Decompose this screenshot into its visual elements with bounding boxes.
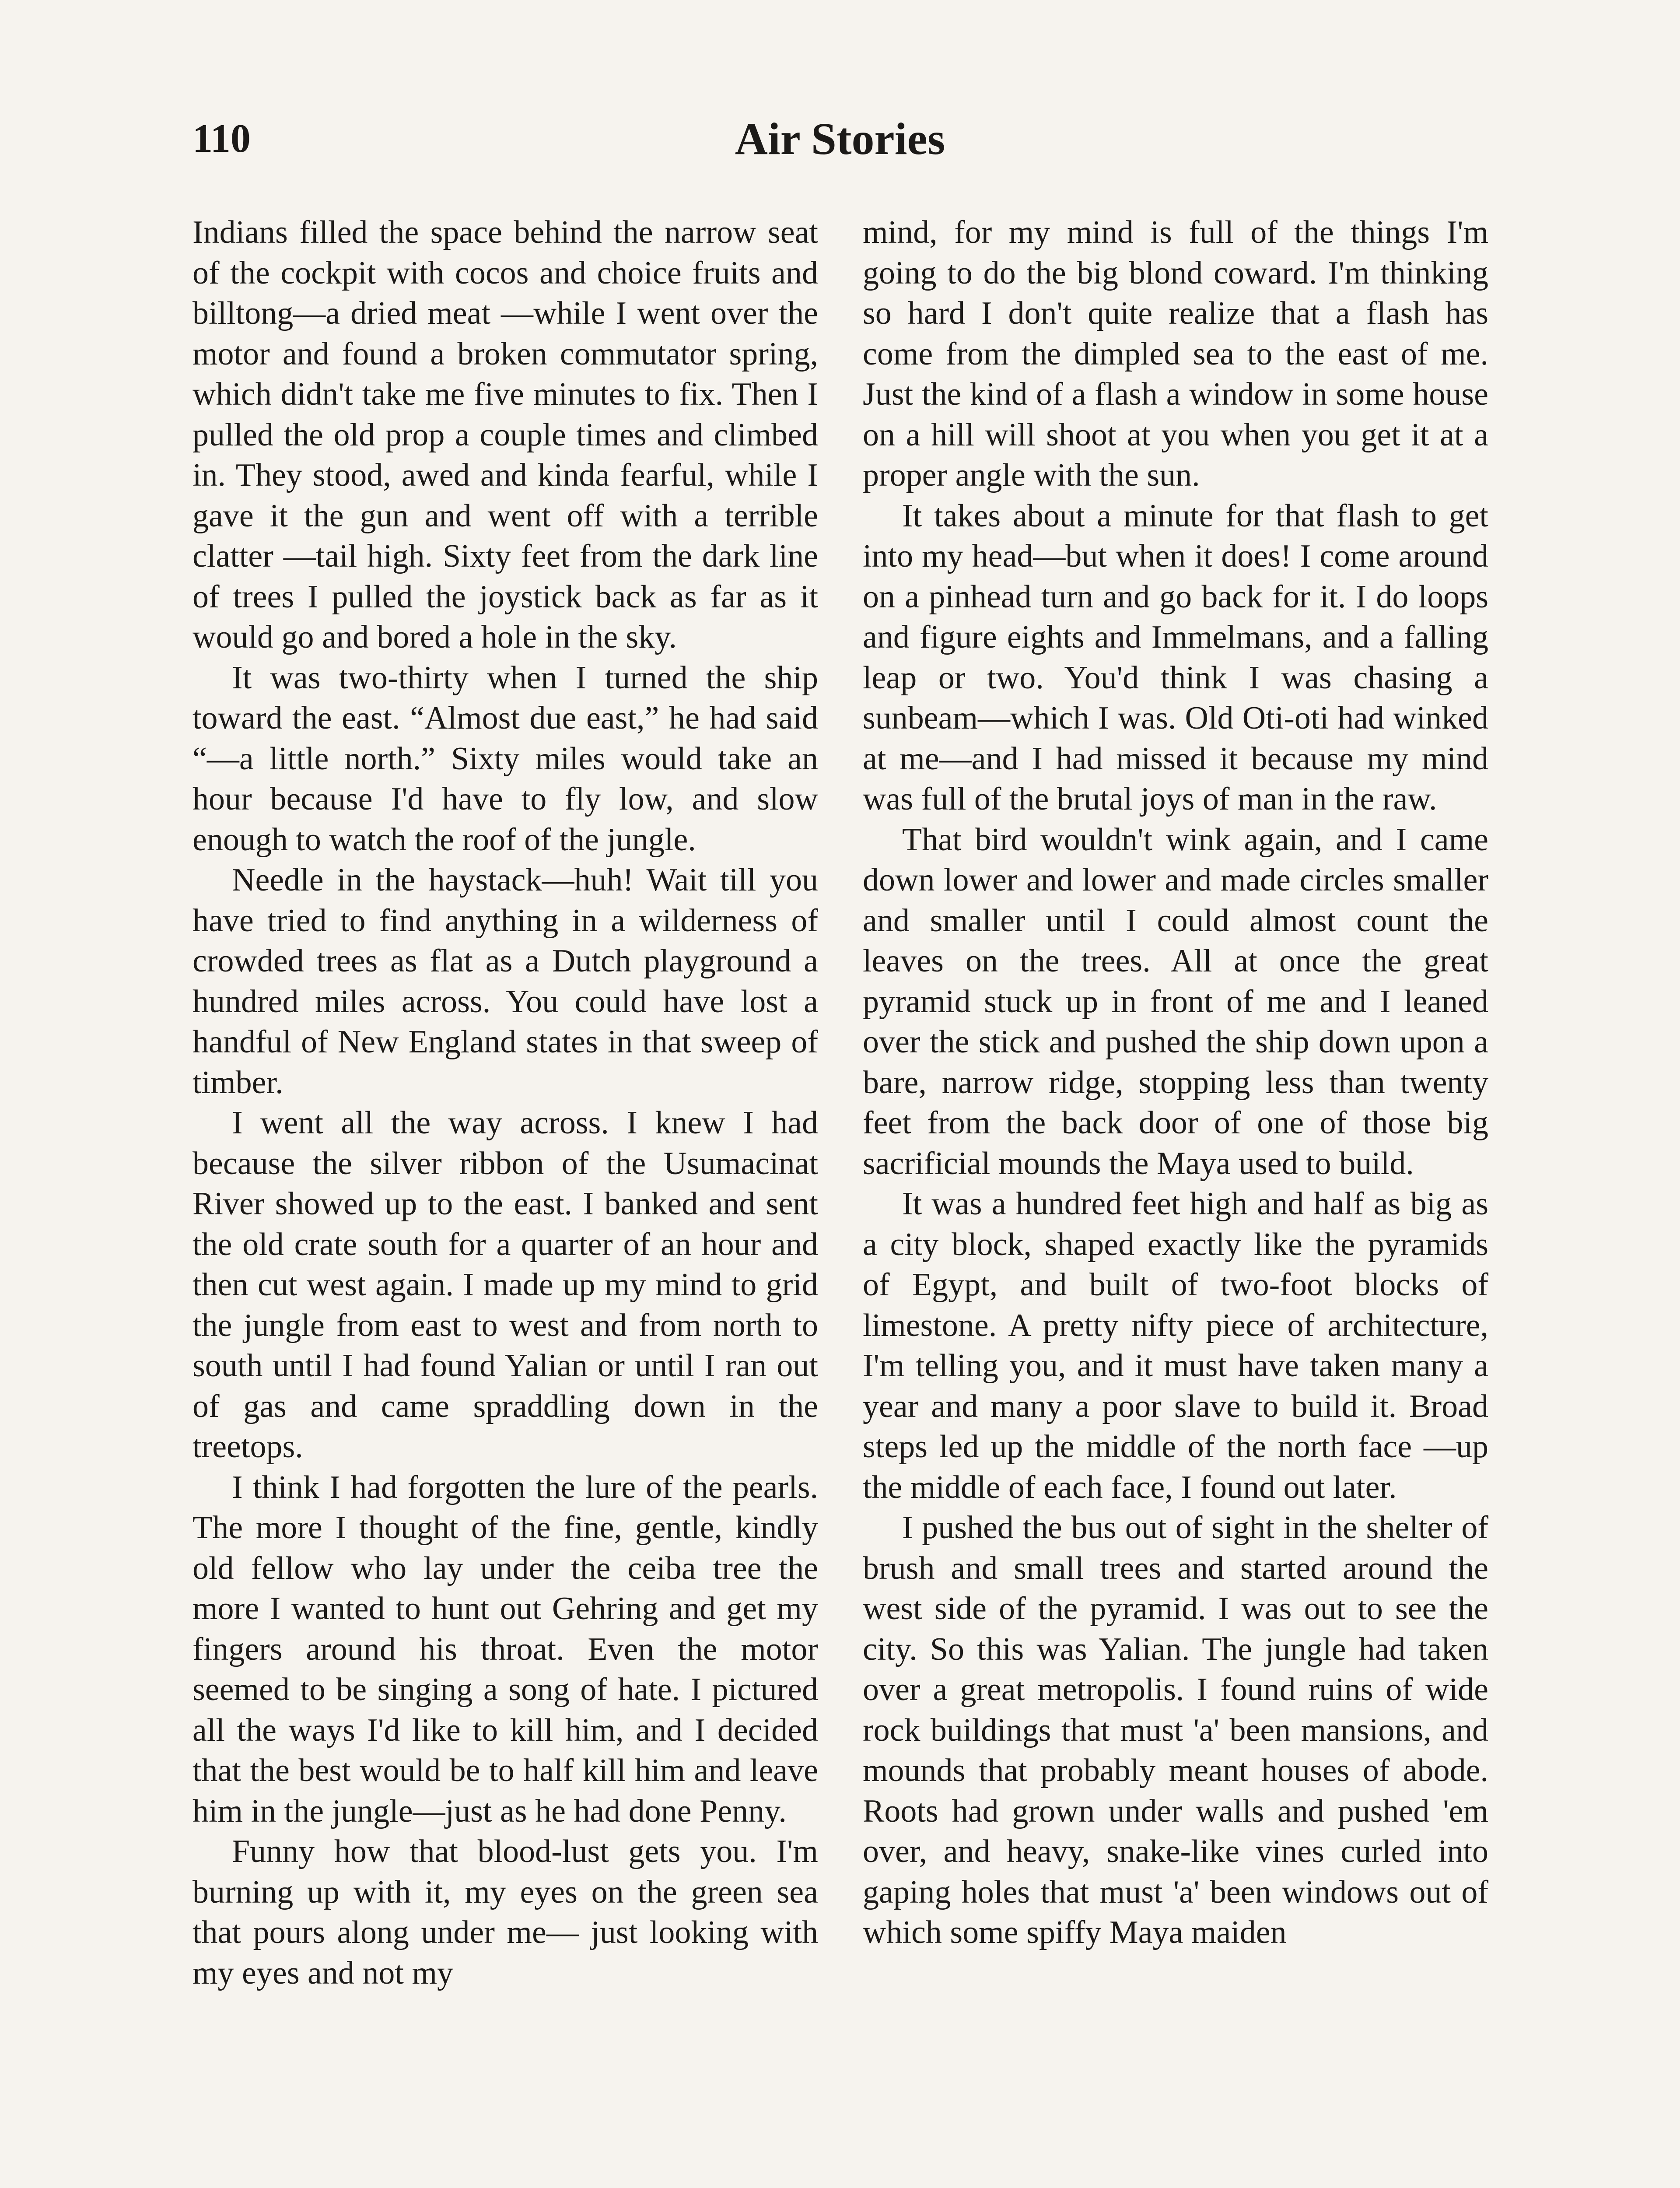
paragraph: That bird wouldn't wink again, and I came down lower and lower and made circles smaller and smaller until I could almost count the leaves on the trees. All at once the great pyramid stuck up in front of me and I leaned over the stick and pushed the ship down upon a bare, narrow ridge, stopping less than twenty feet from the back door of one of those big sacrificial mounds the Maya used to build. xyxy=(863,821,1488,1182)
paragraph: It takes about a minute for that flash to get into my head—but when it does! I come around on a pinhead turn and go back for it. I do loops and figure eights and Immelmans, and a falling leap or two. You'd think I was chasing a sunbeam—which I was. Old Oti-oti had winked at me—and I had missed it because my mind was full of the brutal joys of man in the raw. xyxy=(863,498,1488,817)
paragraph: I went all the way across. I knew I had because the silver ribbon of the Usumacinat River showed up to the east. I banked and sent the old crate south for a quarter of an hour and then cut west again. I made up my mind to grid the jungle from east to west and from north to south until I had found Yalian or until I ran out of gas and came spraddling down in the treetops. xyxy=(192,1105,818,1465)
page-number: 110 xyxy=(192,116,251,161)
paragraph: I think I had forgotten the lure of the pearls. The more I thought of the fine, gentle, kindly old fellow who lay under the ceiba tree the more I wanted to hunt out Gehring and get my fingers around his throat. Even the motor seemed to be singing a song of hate. I pictured all the ways I'd like to kill him, and I decided that the best would be to half kill him and leave him in the jungle—just as he had done Penny. xyxy=(192,1469,818,1829)
paragraph: Funny how that blood-lust gets you. I'm burning up with it, my eyes on the green sea that pours along under me— just looking with my eyes and not my xyxy=(192,1834,818,1991)
paragraph: It was a hundred feet high and half as big as a city block, shaped exactly like the pyramids of Egypt, and built of two-foot blocks of limestone. A pretty nifty piece of architecture, I'm telling you, and it must have taken many a year and many a poor slave to build it. Broad steps led up the middle of the north face —up the middle of each face, I found out later. xyxy=(863,1186,1488,1505)
running-head: Air Stories xyxy=(735,114,945,164)
paragraph: It was two-thirty when I turned the ship toward the east. “Almost due east,” he had said “—a little north.” Sixty miles would take an hour because I'd have to fly low, and slow enough to watch the roof of the jungle. xyxy=(192,659,818,858)
page-header xyxy=(0,0,1680,184)
right-column xyxy=(863,212,1488,1953)
paragraph: mind, for my mind is full of the things I'm going to do the big blond coward. I'm thinking so hard I don't quite realize that a flash has come from the dimpled sea to the east of me. Just the kind of a flash a window in some house on a hill will shoot at you when you get it at a proper angle with the sun. xyxy=(863,214,1488,493)
paragraph: Needle in the haystack—huh! Wait till you have tried to find anything in a wilderness of crowded trees as flat as a Dutch playground a hundred miles across. You could have lost a handful of New England states in that sweep of timber. xyxy=(192,862,818,1101)
paragraph: Indians filled the space behind the narrow seat of the cockpit with cocos and choice fruits and billtong—a dried meat —while I went over the motor and found a broken commutator spring, which didn't take me five minutes to fix. Then I pulled the old prop a couple times and climbed in. They stood, awed and kinda fearful, while I gave it the gun and went off with a terrible clatter —tail high. Sixty feet from the dark line of trees I pulled the joystick back as far as it would go and bored a hole in the sky. xyxy=(192,214,818,655)
paragraph: I pushed the bus out of sight in the shelter of brush and small trees and started around the west side of the pyramid. I was out to see the city. So this was Yalian. The jungle had taken over a great metropolis. I found ruins of wide rock buildings that must 'a' been mansions, and mounds that probably meant houses of abode. Roots had grown under walls and pushed 'em over, and heavy, snake-like vines curled into gaping holes that must 'a' been windows out of which some spiffy Maya maiden xyxy=(863,1510,1488,1950)
left-column xyxy=(192,212,818,1993)
